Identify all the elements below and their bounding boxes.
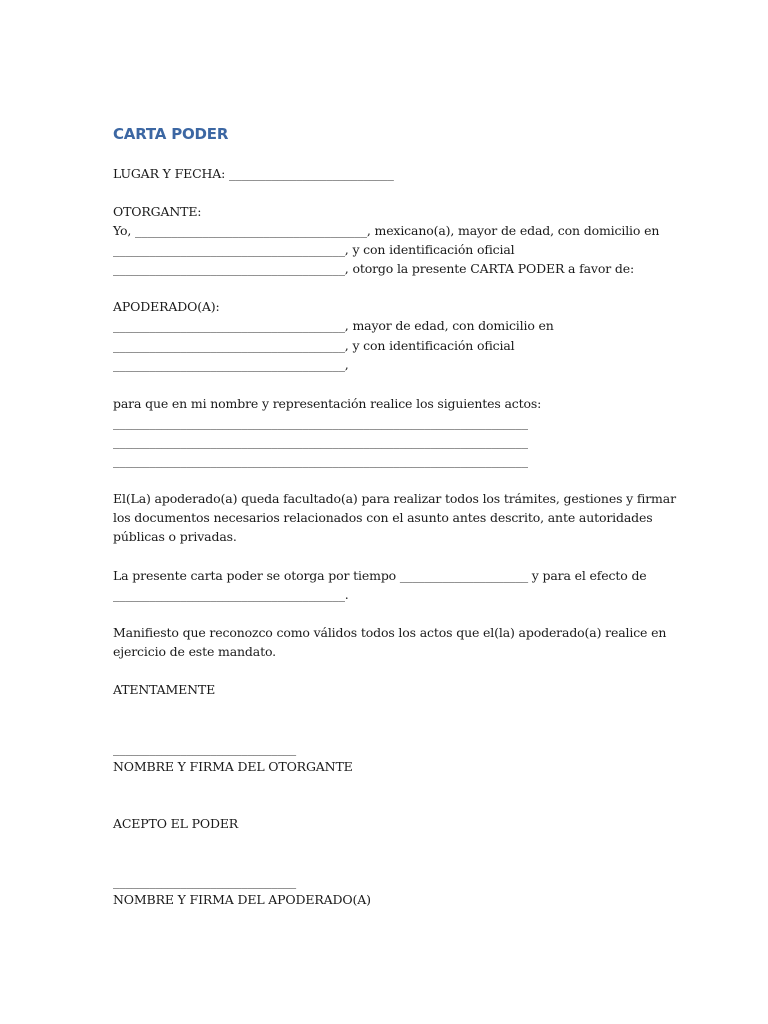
tiempo-line-2: ______________________________________. xyxy=(113,587,349,602)
firma-otorgante-blank: ______________________________ xyxy=(113,741,297,756)
manifiesto-line-2: ejercicio de este mandato. xyxy=(113,644,276,659)
actos-intro: para que en mi nombre y representación realice los siguientes actos: xyxy=(113,396,542,411)
tiempo-line-1: La presente carta poder se otorga por tiempo _____________________ y para el efecto de xyxy=(113,568,647,583)
firma-apoderado-label: NOMBRE Y FIRMA DEL APODERADO(A) xyxy=(113,892,371,907)
atentamente: ATENTAMENTE xyxy=(113,682,216,697)
otorgante-line-3: ______________________________________, otorgo la presente CARTA PODER a favor de: xyxy=(113,261,635,276)
manifiesto-line-1: Manifiesto que reconozco como válidos todos los actos que el(la) apoderado(a) realice en xyxy=(113,625,667,640)
otorgante-heading: OTORGANTE: xyxy=(113,204,202,219)
facultad-line-3: públicas o privadas. xyxy=(113,529,237,544)
lugar-fecha-line: LUGAR Y FECHA: ___________________________ xyxy=(113,166,394,181)
actos-blank-3: ____________________________________________________________________ xyxy=(113,453,528,468)
apoderado-heading: APODERADO(A): xyxy=(113,299,220,314)
otorgante-line-2: ______________________________________, y con identificación oficial xyxy=(113,242,515,257)
firma-apoderado-blank: ______________________________ xyxy=(113,874,297,889)
document-title: CARTA PODER xyxy=(113,125,229,143)
facultad-line-1: El(La) apoderado(a) queda facultado(a) para realizar todos los trámites, gestiones y firmar xyxy=(113,491,676,506)
apoderado-line-1: ______________________________________, mayor de edad, con domicilio en xyxy=(113,318,554,333)
firma-otorgante-label: NOMBRE Y FIRMA DEL OTORGANTE xyxy=(113,759,353,774)
acepto-el-poder: ACEPTO EL PODER xyxy=(113,816,239,831)
actos-blank-1: ____________________________________________________________________ xyxy=(113,415,528,430)
apoderado-line-3: ______________________________________, xyxy=(113,357,349,372)
actos-blank-2: ____________________________________________________________________ xyxy=(113,434,528,449)
facultad-line-2: los documentos necesarios relacionados con el asunto antes descrito, ante autoridades xyxy=(113,510,653,525)
apoderado-line-2: ______________________________________, y con identificación oficial xyxy=(113,338,515,353)
otorgante-line-1: Yo, ______________________________________, mexicano(a), mayor de edad, con domicilio en xyxy=(113,223,660,238)
